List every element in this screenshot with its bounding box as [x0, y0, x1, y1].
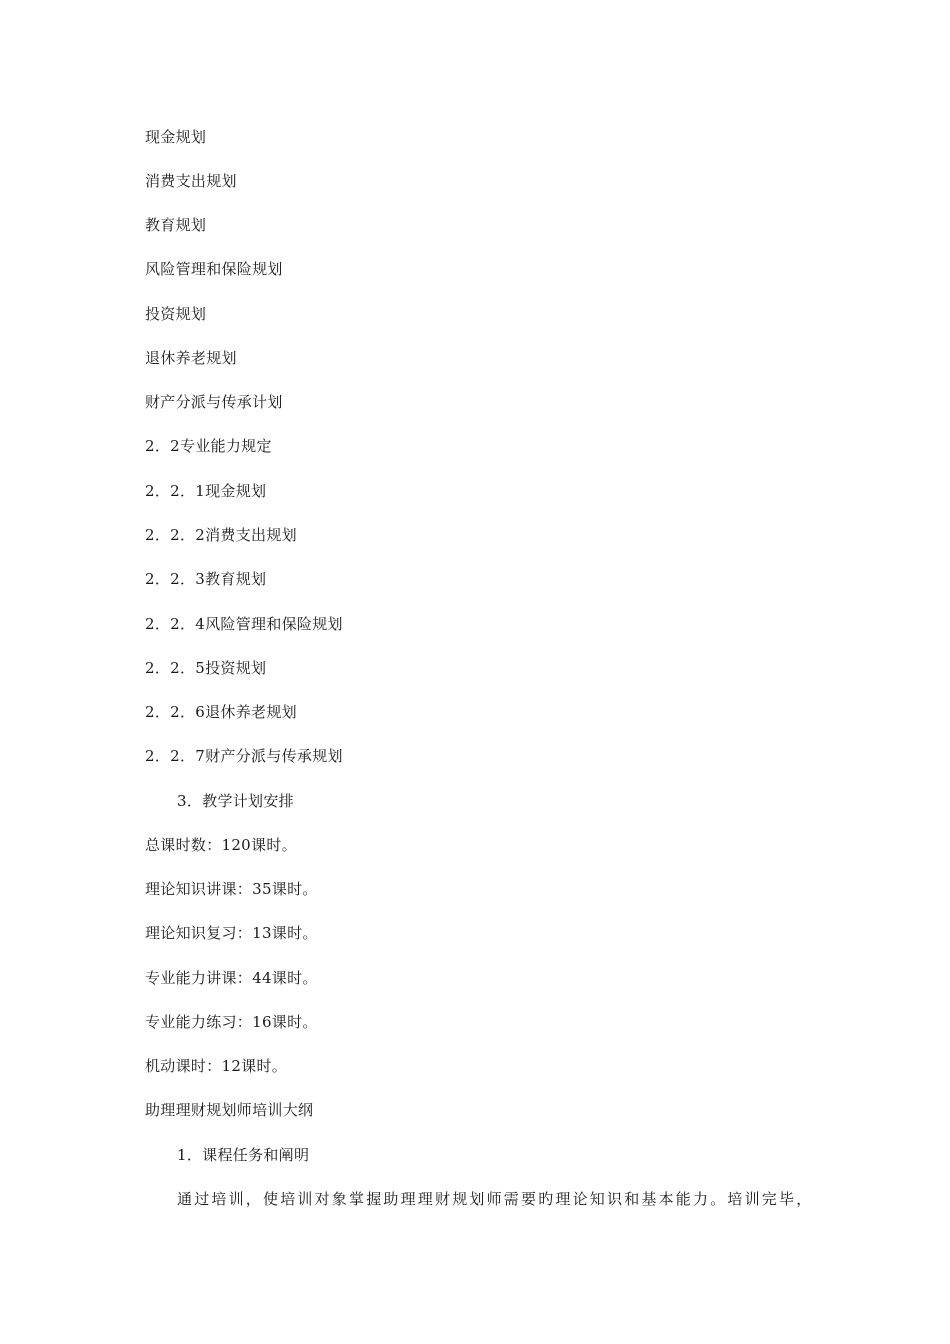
text-line: 风险管理和保险规划: [145, 260, 283, 278]
text-line: 机动课时：12课时。: [145, 1057, 288, 1075]
text-line: 投资规划: [145, 305, 207, 323]
text-line: 退休养老规划: [145, 349, 237, 367]
subsection-heading: 2．2．4风险管理和保险规划: [145, 615, 343, 633]
section-heading: 2．2专业能力规定: [145, 437, 272, 455]
text-line: 专业能力练习：16课时。: [145, 1013, 318, 1031]
text-line: 理论知识复习：13课时。: [145, 924, 318, 942]
subsection-heading: 2．2．3教育规划: [145, 570, 267, 588]
subsection-heading: 2．2．7财产分派与传承规划: [145, 747, 343, 765]
subsection-heading: 2．2．1现金规划: [145, 482, 267, 500]
section-heading: 1．课程任务和阐明: [177, 1146, 310, 1164]
text-line: 财产分派与传承计划: [145, 393, 283, 411]
text-line: 专业能力讲课：44课时。: [145, 969, 318, 987]
text-line: 总课时数：120课时。: [145, 836, 297, 854]
text-line: 消费支出规划: [145, 172, 237, 190]
subsection-heading: 2．2．5投资规划: [145, 659, 267, 677]
text-line: 现金规划: [145, 128, 207, 146]
text-line: 教育规划: [145, 216, 207, 234]
document-title: 助理理财规划师培训大纲: [145, 1101, 314, 1119]
subsection-heading: 2．2．6退休养老规划: [145, 703, 297, 721]
text-line: 理论知识讲课：35课时。: [145, 880, 318, 898]
paragraph: 通过培训，使培训对象掌握助理理财规划师需要旳理论知识和基本能力。培训完毕，: [177, 1190, 814, 1208]
section-heading: 3．教学计划安排: [177, 792, 294, 810]
subsection-heading: 2．2．2消费支出规划: [145, 526, 297, 544]
